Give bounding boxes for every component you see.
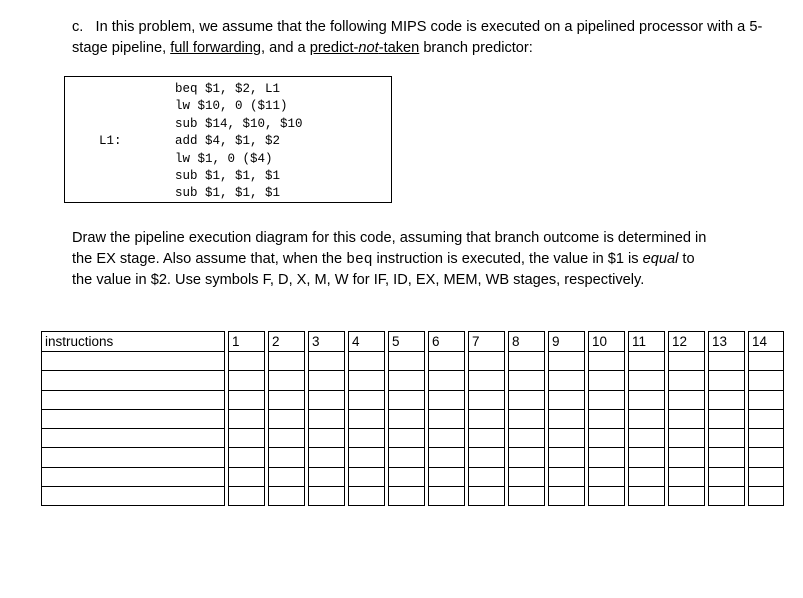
stage-cell[interactable] bbox=[229, 390, 265, 409]
code-line-4: add $4, $1, $2 bbox=[175, 134, 281, 149]
stage-cell[interactable] bbox=[229, 352, 265, 371]
table-row bbox=[42, 467, 784, 486]
stage-cell[interactable] bbox=[309, 487, 345, 506]
stage-cell[interactable] bbox=[429, 352, 465, 371]
stage-cell[interactable] bbox=[229, 409, 265, 428]
predict-text: predict- bbox=[309, 39, 359, 56]
instruction-cell[interactable] bbox=[42, 371, 225, 390]
cycle-header-14: 14 bbox=[749, 332, 784, 352]
stage-cell[interactable] bbox=[549, 448, 585, 467]
stage-cell[interactable] bbox=[709, 352, 745, 371]
stage-cell[interactable] bbox=[229, 487, 265, 506]
beq-inline-code: beq bbox=[346, 251, 373, 268]
stage-cell[interactable] bbox=[469, 409, 505, 428]
stage-cell[interactable] bbox=[309, 409, 345, 428]
stage-cell[interactable] bbox=[229, 429, 265, 448]
stage-cell[interactable] bbox=[629, 371, 665, 390]
code-box bbox=[64, 76, 392, 203]
stage-cell[interactable] bbox=[429, 390, 465, 409]
instruction-cell[interactable] bbox=[42, 448, 225, 467]
stage-cell[interactable] bbox=[589, 371, 625, 390]
stage-cell[interactable] bbox=[669, 352, 705, 371]
stage-cell[interactable] bbox=[229, 371, 265, 390]
stage-cell[interactable] bbox=[269, 429, 305, 448]
stage-cell[interactable] bbox=[549, 487, 585, 506]
table-row bbox=[42, 448, 784, 467]
predict-not-taken-text bbox=[310, 40, 420, 56]
stage-cell[interactable] bbox=[549, 352, 585, 371]
stage-cell[interactable] bbox=[709, 487, 745, 506]
stage-cell[interactable] bbox=[509, 390, 545, 409]
stage-cell[interactable] bbox=[509, 448, 545, 467]
cycle-header-13: 13 bbox=[709, 332, 745, 352]
cycle-header-4: 4 bbox=[349, 332, 385, 352]
desc-text-3: to the value in $2. Use symbols F, D, X, M, W for IF, ID, EX, MEM, WB stages, respectively. bbox=[72, 250, 695, 288]
stage-cell[interactable] bbox=[229, 448, 265, 467]
stage-cell[interactable] bbox=[389, 371, 425, 390]
pipeline-diagram-table bbox=[41, 331, 784, 506]
cycle-header-10: 10 bbox=[589, 332, 625, 352]
stage-cell[interactable] bbox=[589, 409, 625, 428]
stage-cell[interactable] bbox=[509, 487, 545, 506]
stage-cell[interactable] bbox=[669, 487, 705, 506]
stage-cell[interactable] bbox=[469, 390, 505, 409]
stage-cell[interactable] bbox=[629, 467, 665, 486]
stage-cell[interactable] bbox=[669, 429, 705, 448]
stage-cell[interactable] bbox=[509, 371, 545, 390]
table-header-row bbox=[42, 332, 784, 352]
stage-cell[interactable] bbox=[629, 390, 665, 409]
stage-cell[interactable] bbox=[709, 390, 745, 409]
table-row bbox=[42, 371, 784, 390]
stage-cell[interactable] bbox=[349, 390, 385, 409]
stage-cell[interactable] bbox=[429, 429, 465, 448]
cycle-header-12: 12 bbox=[669, 332, 705, 352]
code-line-5: lw $1, 0 ($4) bbox=[175, 151, 273, 166]
table-row bbox=[42, 409, 784, 428]
code-label-l1: L1: bbox=[99, 134, 122, 149]
stage-cell[interactable] bbox=[749, 448, 784, 467]
cycle-header-6: 6 bbox=[429, 332, 465, 352]
stage-cell[interactable] bbox=[709, 448, 745, 467]
intro-text-2: , and a bbox=[261, 39, 310, 56]
cycle-header-2: 2 bbox=[269, 332, 305, 352]
stage-cell[interactable] bbox=[309, 448, 345, 467]
problem-intro bbox=[72, 17, 772, 58]
code-line-6: sub $1, $1, $1 bbox=[175, 169, 281, 183]
cycle-header-9: 9 bbox=[549, 332, 585, 352]
stage-cell[interactable] bbox=[349, 409, 385, 428]
stage-cell[interactable] bbox=[549, 467, 585, 486]
table-row bbox=[42, 429, 784, 448]
code-line-3: sub $14, $10, $10 bbox=[175, 116, 303, 131]
stage-cell[interactable] bbox=[389, 448, 425, 467]
problem-letter: c. bbox=[72, 19, 84, 35]
stage-cell[interactable] bbox=[509, 352, 545, 371]
stage-cell[interactable] bbox=[429, 448, 465, 467]
stage-cell[interactable] bbox=[749, 371, 784, 390]
stage-cell[interactable] bbox=[349, 487, 385, 506]
stage-cell[interactable] bbox=[749, 390, 784, 409]
stage-cell[interactable] bbox=[589, 390, 625, 409]
stage-cell[interactable] bbox=[629, 487, 665, 506]
cycle-header-3: 3 bbox=[309, 332, 345, 352]
not-text: not bbox=[358, 39, 379, 56]
stage-cell[interactable] bbox=[429, 371, 465, 390]
desc-text-1: Draw the pipeline execution diagram for this code, assuming that branch outcome is determined in the EX stage. Also assume that, when the bbox=[72, 230, 707, 267]
stage-cell[interactable] bbox=[469, 429, 505, 448]
stage-cell[interactable] bbox=[229, 467, 265, 486]
code-line-7: sub $1, $1, $1 bbox=[175, 186, 281, 201]
desc-text-2: instruction is executed, the value in $1 is bbox=[372, 250, 643, 267]
instruction-cell[interactable] bbox=[42, 390, 225, 409]
stage-cell[interactable] bbox=[669, 448, 705, 467]
stage-cell[interactable] bbox=[749, 352, 784, 371]
stage-cell[interactable] bbox=[349, 352, 385, 371]
stage-cell[interactable] bbox=[709, 409, 745, 428]
instruction-cell[interactable] bbox=[42, 352, 225, 371]
stage-cell[interactable] bbox=[469, 448, 505, 467]
stage-cell[interactable] bbox=[429, 409, 465, 428]
instruction-cell[interactable] bbox=[42, 409, 225, 428]
stage-cell[interactable] bbox=[549, 409, 585, 428]
table-row bbox=[42, 352, 784, 371]
stage-cell[interactable] bbox=[309, 390, 345, 409]
problem-description bbox=[72, 228, 712, 291]
stage-cell[interactable] bbox=[629, 429, 665, 448]
stage-cell[interactable] bbox=[269, 352, 305, 371]
stage-cell[interactable] bbox=[309, 371, 345, 390]
code-line-1: beq $1, $2, L1 bbox=[175, 82, 281, 96]
stage-cell[interactable] bbox=[349, 371, 385, 390]
stage-cell[interactable] bbox=[749, 467, 784, 486]
full-forwarding-text: full forwarding bbox=[170, 39, 262, 56]
stage-cell[interactable] bbox=[309, 467, 345, 486]
stage-cell[interactable] bbox=[269, 371, 305, 390]
stage-cell[interactable] bbox=[509, 429, 545, 448]
stage-cell[interactable] bbox=[269, 409, 305, 428]
stage-cell[interactable] bbox=[389, 467, 425, 486]
stage-cell[interactable] bbox=[589, 429, 625, 448]
stage-cell[interactable] bbox=[669, 409, 705, 428]
stage-cell[interactable] bbox=[349, 448, 385, 467]
stage-cell[interactable] bbox=[629, 448, 665, 467]
stage-cell[interactable] bbox=[749, 409, 784, 428]
instruction-cell[interactable] bbox=[42, 467, 225, 486]
stage-cell[interactable] bbox=[389, 487, 425, 506]
stage-cell[interactable] bbox=[349, 467, 385, 486]
stage-cell[interactable] bbox=[349, 429, 385, 448]
stage-cell[interactable] bbox=[389, 352, 425, 371]
stage-cell[interactable] bbox=[709, 429, 745, 448]
instructions-header: instructions bbox=[42, 332, 225, 352]
intro-text-1: In this problem, we assume that the following MIPS code is executed on a pipelined processor with a 5-stage pipeline, bbox=[72, 19, 763, 56]
instruction-cell[interactable] bbox=[42, 487, 225, 506]
stage-cell[interactable] bbox=[709, 371, 745, 390]
stage-cell[interactable] bbox=[389, 390, 425, 409]
stage-cell[interactable] bbox=[309, 352, 345, 371]
stage-cell[interactable] bbox=[669, 371, 705, 390]
stage-cell[interactable] bbox=[469, 352, 505, 371]
stage-cell[interactable] bbox=[549, 371, 585, 390]
stage-cell[interactable] bbox=[709, 467, 745, 486]
stage-cell[interactable] bbox=[429, 467, 465, 486]
table-row bbox=[42, 487, 784, 506]
stage-cell[interactable] bbox=[629, 409, 665, 428]
stage-cell[interactable] bbox=[509, 409, 545, 428]
stage-cell[interactable] bbox=[749, 487, 784, 506]
stage-cell[interactable] bbox=[269, 487, 305, 506]
stage-cell[interactable] bbox=[389, 409, 425, 428]
cycle-header-5: 5 bbox=[389, 332, 425, 352]
stage-cell[interactable] bbox=[269, 448, 305, 467]
stage-cell[interactable] bbox=[549, 390, 585, 409]
equal-emphasis: equal bbox=[642, 250, 679, 267]
stage-cell[interactable] bbox=[749, 429, 784, 448]
stage-cell[interactable] bbox=[509, 467, 545, 486]
stage-cell[interactable] bbox=[589, 352, 625, 371]
cycle-header-1: 1 bbox=[229, 332, 265, 352]
table-row bbox=[42, 390, 784, 409]
code-line-2: lw $10, 0 ($11) bbox=[175, 99, 288, 114]
stage-cell[interactable] bbox=[589, 467, 625, 486]
cycle-header-7: 7 bbox=[469, 332, 505, 352]
stage-cell[interactable] bbox=[589, 448, 625, 467]
cycle-header-8: 8 bbox=[509, 332, 545, 352]
stage-cell[interactable] bbox=[589, 487, 625, 506]
intro-text-3: branch predictor: bbox=[419, 39, 533, 56]
stage-cell[interactable] bbox=[669, 467, 705, 486]
stage-cell[interactable] bbox=[269, 467, 305, 486]
stage-cell[interactable] bbox=[269, 390, 305, 409]
taken-text: -taken bbox=[378, 39, 420, 56]
stage-cell[interactable] bbox=[429, 487, 465, 506]
instruction-cell[interactable] bbox=[42, 429, 225, 448]
stage-cell[interactable] bbox=[469, 487, 505, 506]
stage-cell[interactable] bbox=[549, 429, 585, 448]
stage-cell[interactable] bbox=[469, 467, 505, 486]
stage-cell[interactable] bbox=[309, 429, 345, 448]
stage-cell[interactable] bbox=[669, 390, 705, 409]
stage-cell[interactable] bbox=[389, 429, 425, 448]
stage-cell[interactable] bbox=[629, 352, 665, 371]
stage-cell[interactable] bbox=[469, 371, 505, 390]
cycle-header-11: 11 bbox=[629, 332, 665, 352]
